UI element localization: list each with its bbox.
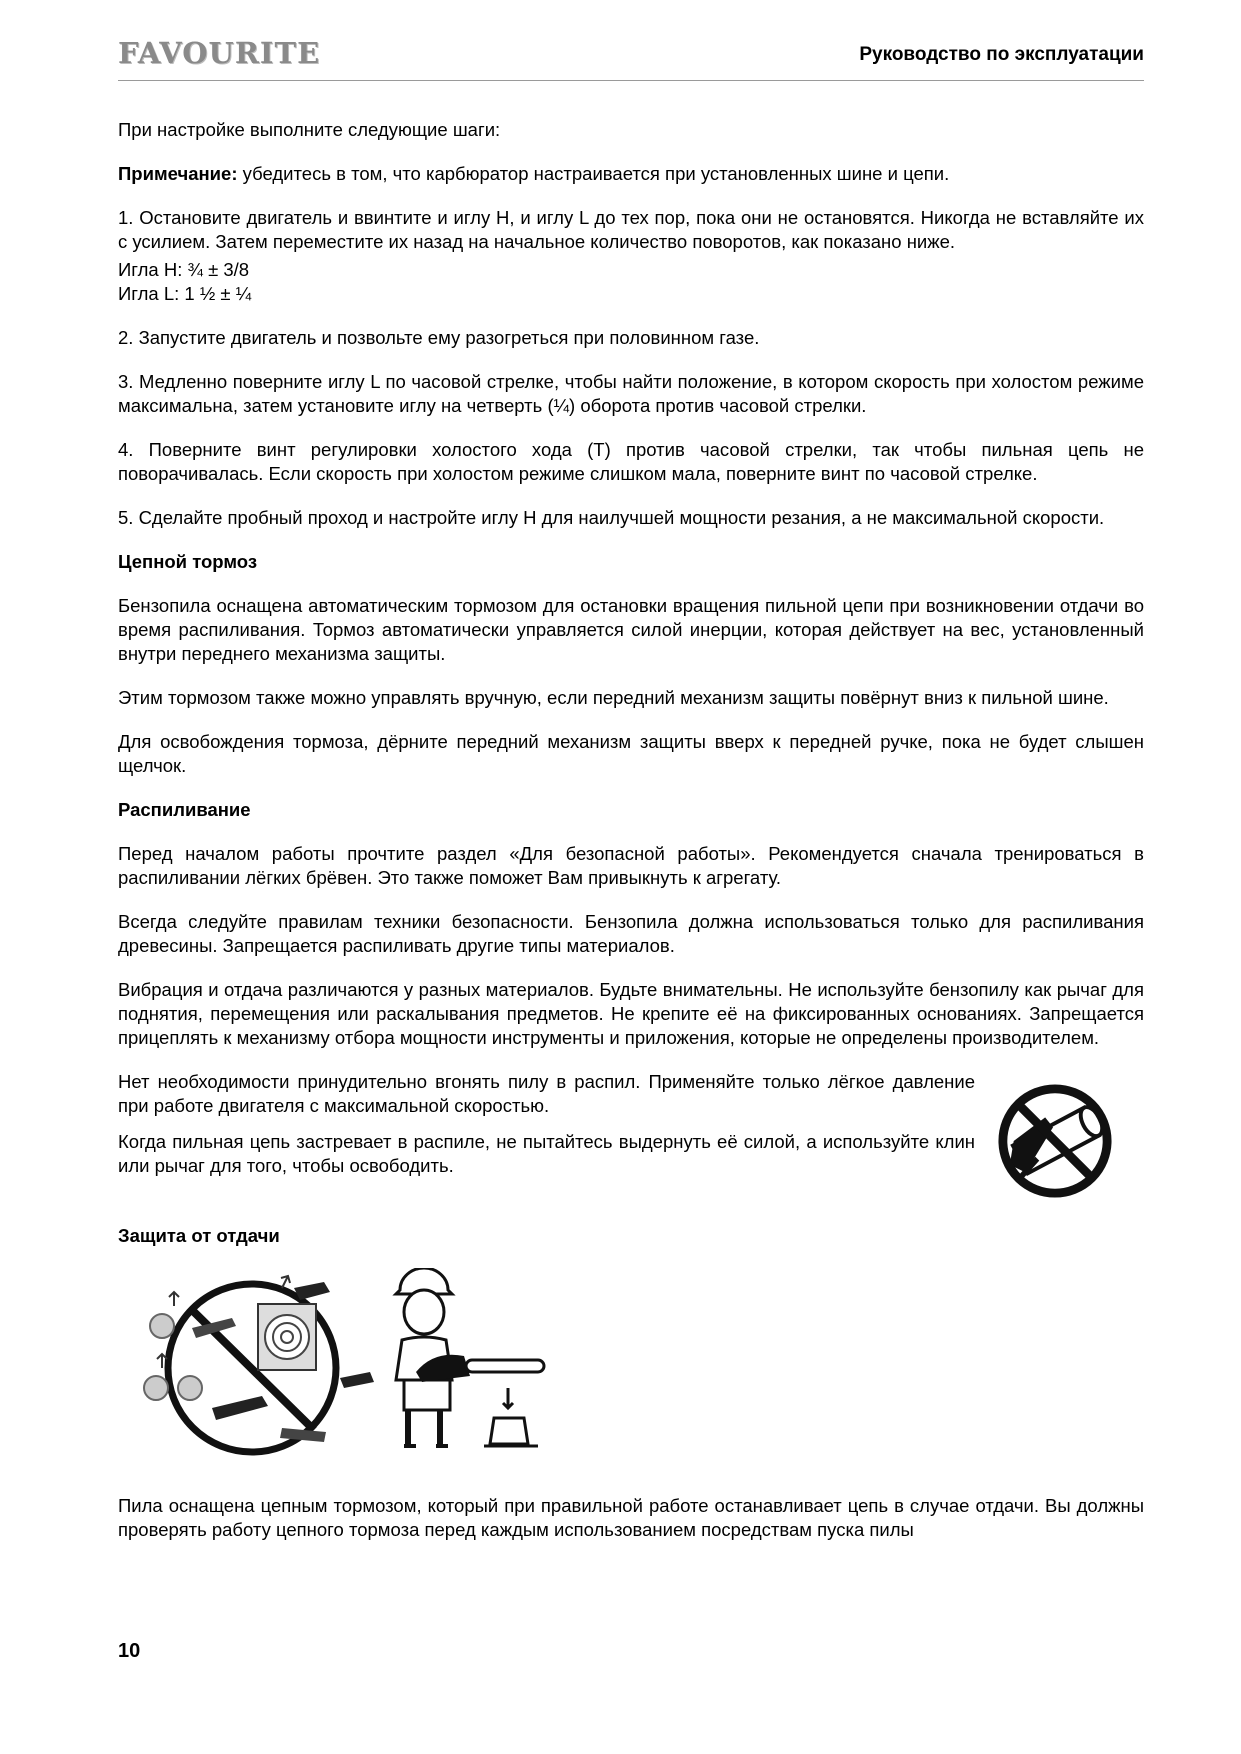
- kickback-diagram-icon: [132, 1268, 552, 1468]
- sawing-p3: Вибрация и отдача различаются у разных материалов. Будьте внимательны. Не используйте бензопилу как рычаг для поднятия, перемещения или раскалывания предметов. Не крепите её на фиксированных основаниях. Запрещается прицеплять к механизму отбора мощности инструменты и приложения, которые не определены производителем.: [118, 979, 1144, 1048]
- step-5: 5. Сделайте пробный проход и настройте иглу H для наилучшей мощности резания, а не максимальной скорости.: [118, 507, 1105, 528]
- page-number: 10: [118, 1640, 141, 1662]
- brand-logo: FAVOURITE: [118, 36, 321, 70]
- kickback-p1: Пила оснащена цепным тормозом, который при правильной работе останавливает цепь в случае отдачи. Вы должны проверять работу цепного тормоза перед каждым использованием посредствам пуска пилы: [118, 1495, 1144, 1540]
- pull-warning-block: [118, 1070, 1144, 1178]
- sawing-p2: Всегда следуйте правилам техники безопасности. Бензопила должна использоваться только для распиливания древесины. Запрещается распиливать другие типы материалов.: [118, 911, 1144, 956]
- note-text: убедитесь в том, что карбюратор настраивается при установленных шине и цепи.: [237, 163, 950, 184]
- needle-l: Игла L: 1 ½ ± ¼: [118, 283, 252, 304]
- sawing-heading: Распиливание: [118, 799, 251, 820]
- note-paragraph: [118, 162, 1144, 186]
- step-2: 2. Запустите двигатель и позвольте ему разогреться при половинном газе.: [118, 327, 760, 348]
- chain-brake-p1: Бензопила оснащена автоматическим тормозом для остановки вращения пильной цепи при возникновении отдачи во время распиливания. Тормоз автоматически управляется силой инерции, которая действует на вес, установленный внутри переднего механизма защиты.: [118, 595, 1144, 664]
- header-title: Руководство по эксплуатации: [859, 44, 1144, 65]
- step-1: 1. Остановите двигатель и ввинтите и иглу H, и иглу L до тех пор, пока они не остановятся. Никогда не вставляйте их с усилием. Затем переместите их назад на начальное количество поворотов, как показано ниже.: [118, 207, 1144, 252]
- chain-brake-p3: Для освобождения тормоза, дёрните передний механизм защиты вверх к передней ручке, пока не будет слышен щелчок.: [118, 731, 1144, 776]
- sawing-p1: Перед началом работы прочтите раздел «Для безопасной работы». Рекомендуется сначала тренироваться в распиливании лёгких брёвен. Это также поможет Вам привыкнуть к агрегату.: [118, 843, 1144, 888]
- note-label: Примечание:: [118, 163, 238, 184]
- step-3: 3. Медленно поверните иглу L по часовой стрелке, чтобы найти положение, в котором скорость при холостом режиме максимальна, затем установите иглу на четверть (¼) оборота против часовой стрелки.: [118, 371, 1144, 416]
- needle-h: Игла H: ¾ ± 3/8: [118, 259, 250, 280]
- prohibited-pull-chainsaw-icon: [996, 1082, 1114, 1200]
- header-divider: [118, 80, 1144, 81]
- kickback-illustration: [118, 1268, 1144, 1468]
- needle-settings: [118, 258, 1144, 306]
- step-4: 4. Поверните винт регулировки холостого хода (T) против часовой стрелки, так чтобы пильная цепь не поворачивалась. Если скорость при холостом режиме слишком мала, поверните винт по часовой стрелке.: [118, 439, 1144, 484]
- sawing-p5: Когда пильная цепь застревает в распиле, не пытайтесь выдернуть её силой, а используйте клин или рычаг для того, чтобы освободить.: [118, 1131, 975, 1176]
- sawing-p4: Нет необходимости принудительно вгонять пилу в распил. Применяйте только лёгкое давление при работе двигателя с максимальной скоростью.: [118, 1071, 975, 1116]
- kickback-heading: Защита от отдачи: [118, 1225, 280, 1246]
- intro-text: При настройке выполните следующие шаги:: [118, 119, 501, 140]
- chain-brake-heading: Цепной тормоз: [118, 551, 258, 572]
- page-content: [118, 118, 1144, 1562]
- chain-brake-p2: Этим тормозом также можно управлять вручную, если передний механизм защиты повёрнут вниз к пильной шине.: [118, 687, 1109, 708]
